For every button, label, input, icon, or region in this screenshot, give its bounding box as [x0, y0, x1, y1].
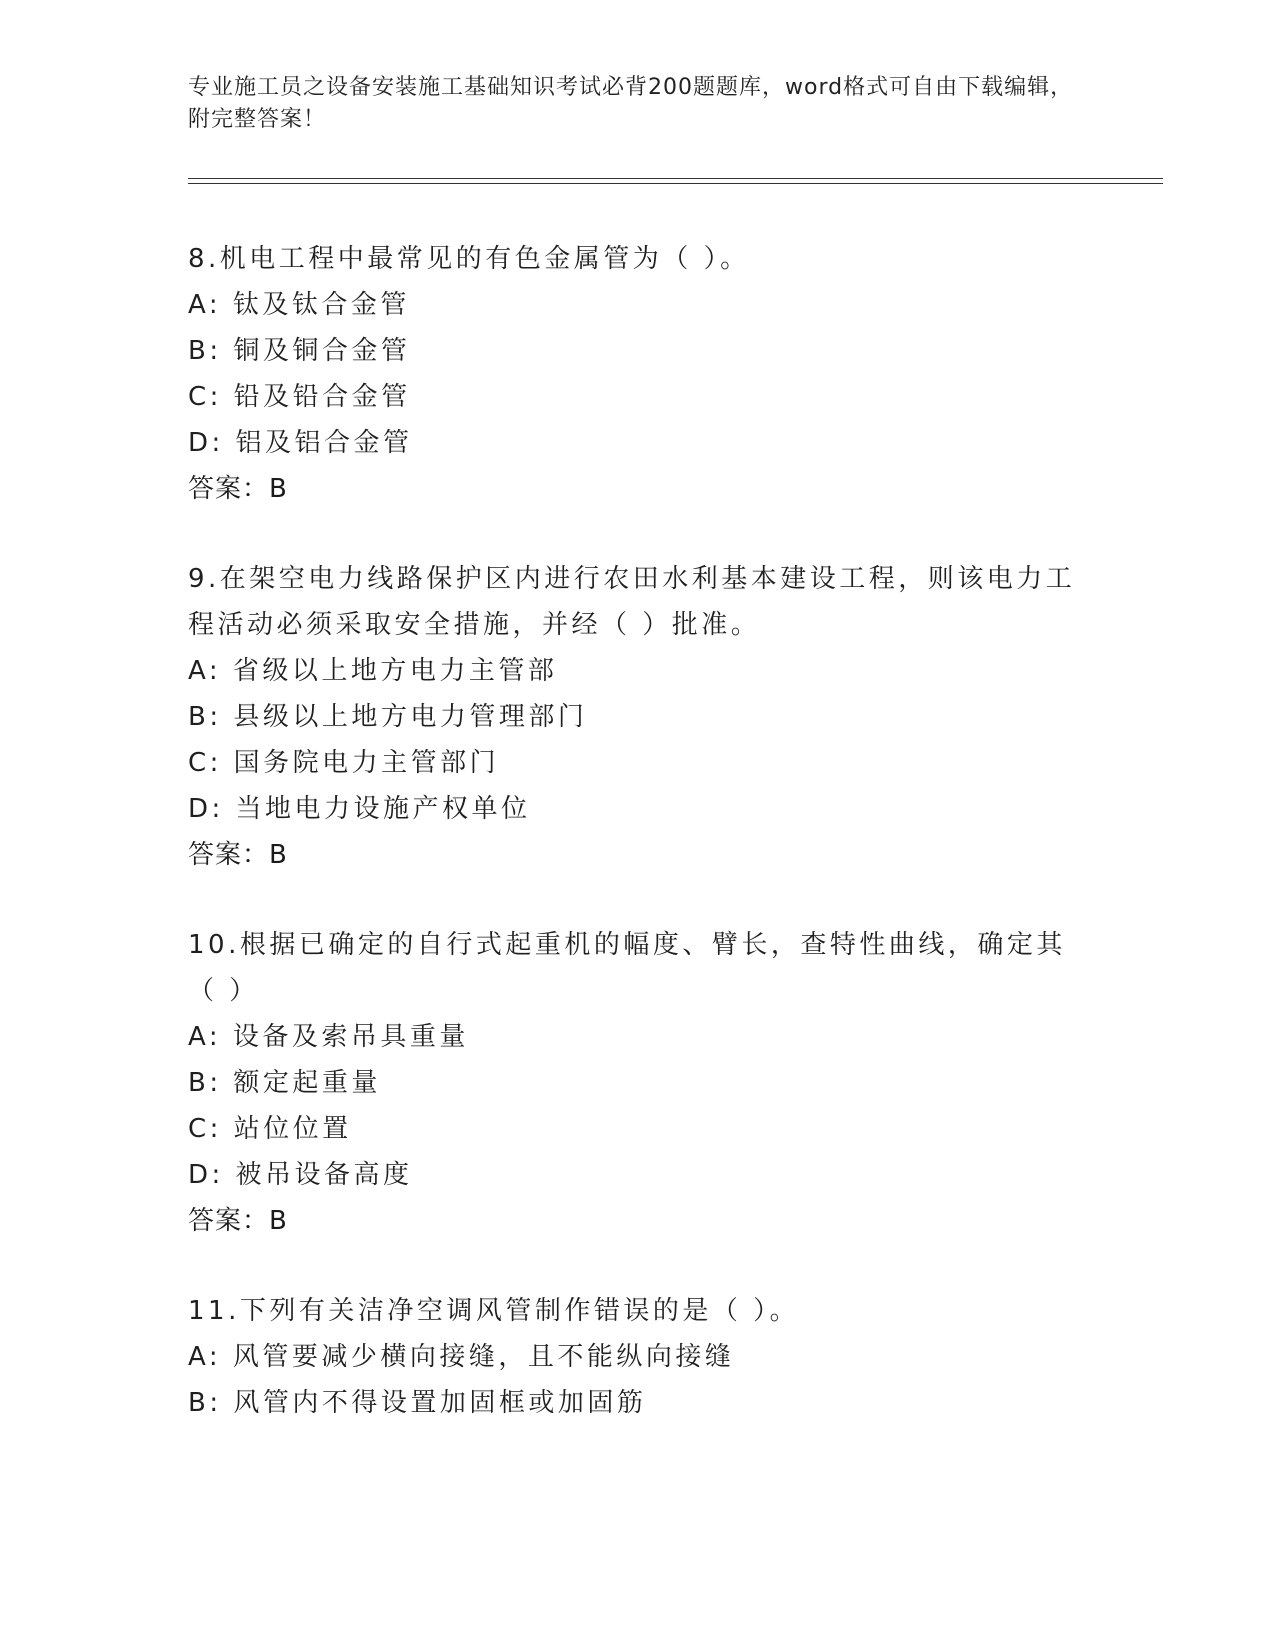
- option-d: D: 铝及铝合金管: [188, 428, 413, 458]
- answer-value: B: [269, 474, 288, 504]
- header-divider-bottom: [188, 183, 1163, 184]
- option-a: A: 风管要减少横向接缝，且不能纵向接缝: [188, 1342, 735, 1372]
- answer-line: [188, 466, 1088, 512]
- option-a: A: 省级以上地方电力主管部: [188, 656, 558, 686]
- option-b: B: 风管内不得设置加固框或加固筋: [188, 1388, 647, 1418]
- answer-label: 答案：: [188, 474, 270, 504]
- question-stem: 10.根据已确定的自行式起重机的幅度、臂长，查特性曲线，确定其（ ）: [188, 930, 1066, 1006]
- header-divider-top: [188, 178, 1163, 179]
- option-b: B: 县级以上地方电力管理部门: [188, 702, 588, 732]
- question-stem: 11.下列有关洁净空调风管制作错误的是（ ）。: [188, 1296, 800, 1326]
- document-header: 专业施工员之设备安装施工基础知识考试必背200题题库，word格式可自由下载编辑，附完整答案！: [188, 75, 1074, 132]
- option-d: D: 被吊设备高度: [188, 1160, 413, 1190]
- question-10: [188, 922, 1088, 1244]
- option-b: B: 额定起重量: [188, 1068, 381, 1098]
- option-c: C: 站位位置: [188, 1114, 352, 1144]
- answer-line: [188, 832, 1088, 878]
- option-a: A: 设备及索吊具重量: [188, 1022, 469, 1052]
- option-c: C: 国务院电力主管部门: [188, 748, 500, 778]
- answer-label: 答案：: [188, 1206, 270, 1236]
- option-b: B: 铜及铜合金管: [188, 336, 411, 366]
- question-list: [188, 236, 1088, 1470]
- option-c: C: 铅及铅合金管: [188, 382, 411, 412]
- option-d: D: 当地电力设施产权单位: [188, 794, 531, 824]
- answer-value: B: [269, 1206, 288, 1236]
- option-a: A: 钛及钛合金管: [188, 290, 410, 320]
- answer-label: 答案：: [188, 840, 270, 870]
- question-8: [188, 236, 1088, 512]
- answer-line: [188, 1198, 1088, 1244]
- answer-value: B: [269, 840, 288, 870]
- question-stem: 8.机电工程中最常见的有色金属管为（ ）。: [188, 244, 750, 274]
- question-11: [188, 1288, 1088, 1426]
- question-9: [188, 556, 1088, 878]
- question-stem: 9.在架空电力线路保护区内进行农田水利基本建设工程，则该电力工程活动必须采取安全措施，并经（ ）批准。: [188, 564, 1076, 640]
